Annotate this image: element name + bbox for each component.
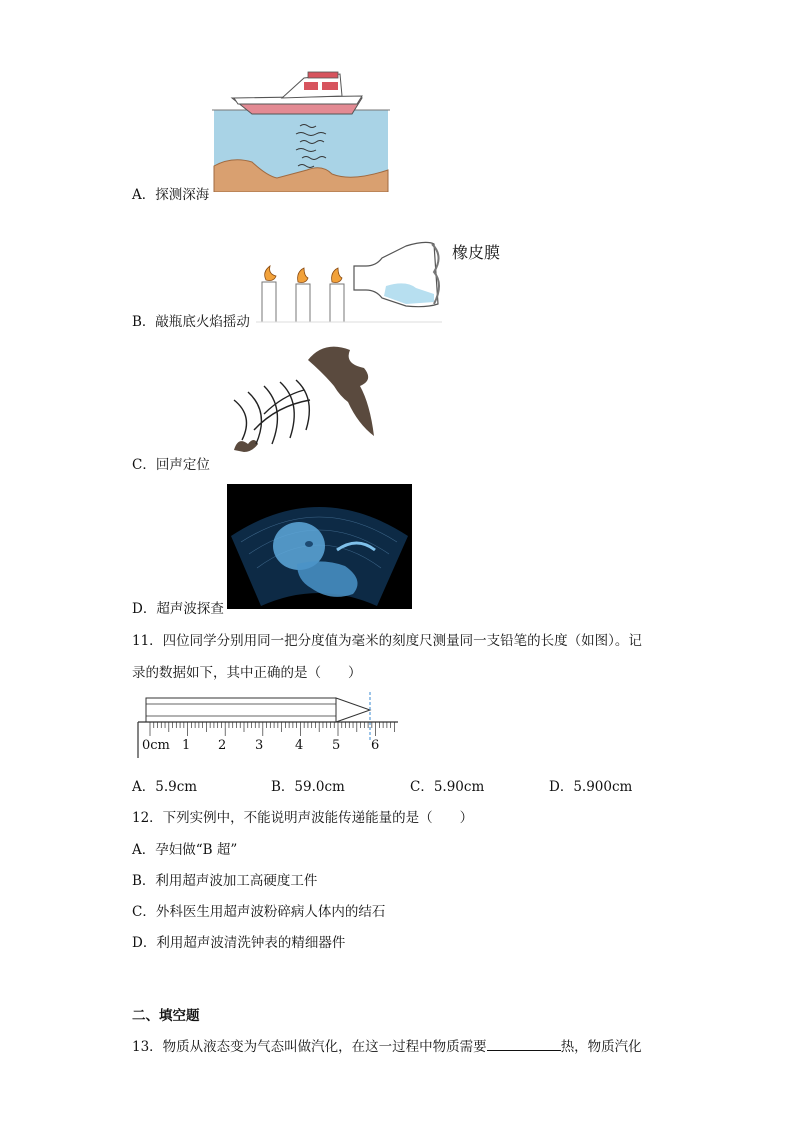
q11-stem-line1: 11．四位同学分别用同一把分度值为毫米的刻度尺测量同一支铅笔的长度（如图）。记 [132, 633, 642, 649]
figure-ruler-pencil [134, 690, 400, 762]
ruler-label-1: 1 [182, 738, 191, 753]
q11-option-a: A．5.9cm [132, 779, 198, 795]
figure-ultrasound-fetus [227, 484, 412, 609]
figure-deep-sea-sonar [212, 66, 390, 192]
ruler-label-0: 0cm [142, 738, 170, 753]
ruler-label-3: 3 [255, 738, 264, 753]
membrane-label: 橡皮膜 [452, 243, 501, 262]
q11-option-d: D．5.900cm [549, 779, 633, 795]
q12-option-a: A．孕妇做“B 超” [132, 842, 238, 858]
q12-stem: 12．下列实例中，不能说明声波能传递能量的是（ ） [132, 810, 474, 826]
q12-option-c: C．外科医生用超声波粉碎病人体内的结石 [132, 904, 386, 920]
option-d-label: D．超声波探查 [132, 601, 224, 617]
q11-stem-line2: 录的数据如下，其中正确的是（ ） [132, 665, 362, 681]
option-b-label: B．敲瓶底火焰摇动 [132, 314, 250, 330]
option-a-label: A．探测深海 [132, 187, 210, 203]
section-title-fill-in: 二、填空题 [132, 1008, 200, 1024]
ruler-label-4: 4 [295, 738, 304, 753]
q13-blank[interactable] [487, 1038, 561, 1051]
figure-bat-echolocation [224, 340, 380, 462]
ruler-label-5: 5 [332, 738, 341, 753]
option-c-label: C．回声定位 [132, 457, 210, 473]
q13-stem-part2: 热，物质汽化 [560, 1039, 642, 1055]
q11-option-c: C．5.90cm [410, 779, 485, 795]
q13-stem [132, 1035, 642, 1055]
figure-candles-bottle [256, 236, 446, 326]
q12-option-d: D．利用超声波清洗钟表的精细器件 [132, 935, 346, 951]
ruler-label-6: 6 [371, 738, 380, 753]
q12-option-b: B．利用超声波加工高硬度工件 [132, 873, 318, 889]
q13-stem-part1: 13．物质从液态变为气态叫做汽化，在这一过程中物质需要 [132, 1039, 487, 1055]
q11-option-b: B．59.0cm [271, 779, 345, 795]
ruler-label-2: 2 [218, 738, 227, 753]
